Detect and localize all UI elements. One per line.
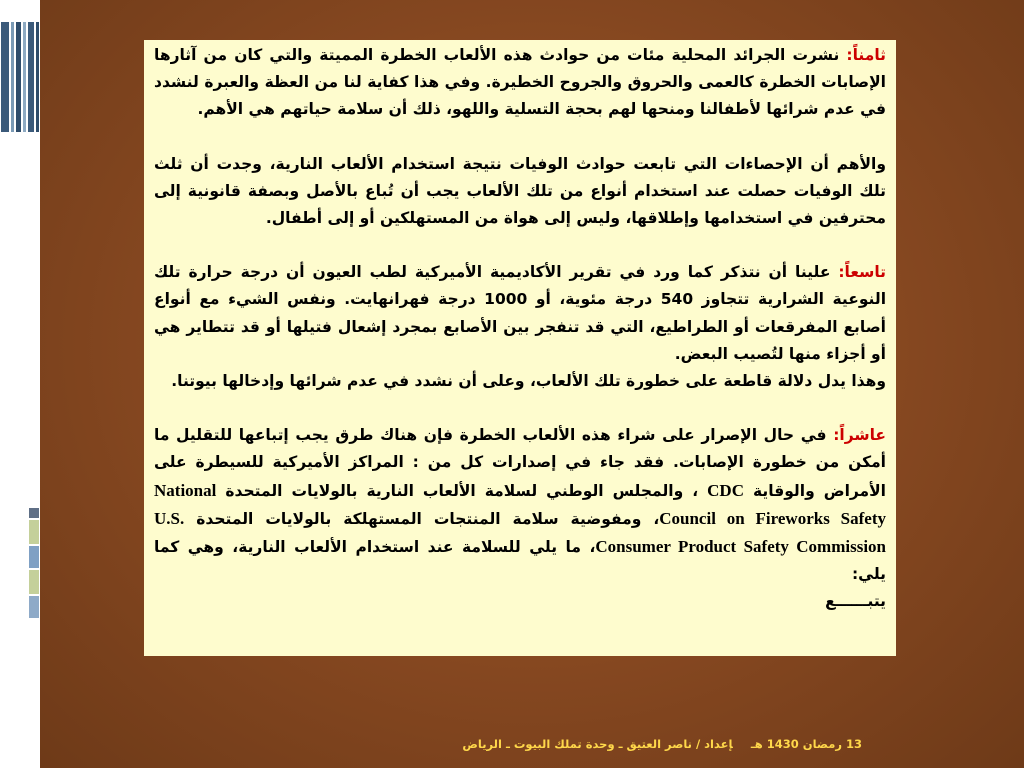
continued-label: يتبــــــع [825, 592, 886, 611]
body-eighth: نشرت الجرائد المحلية مئات من حوادث هذه الألعاب الخطرة المميتة والتي كان من آثارها الإصابات الخطرة كالعمى والحروق والجروح الخطيرة. وفي هذا كفاية لنا من العظة والعبرة لنشدد في عدم شرائها لأطفالنا ومنحها لهم بحجة التسلية واللهو، ذلك أن سلامة حياتهم هي الأهم. [154, 46, 886, 119]
paragraph-statistics [154, 151, 886, 233]
body-tenth-b: ، والمجلس الوطني لسلامة الألعاب النارية بالولايات المتحدة [216, 481, 708, 500]
body-tenth-c: ، ومفوضية سلامة المنتجات المستهلكة بالولايات المتحدة [184, 509, 660, 528]
paragraph-eighth [154, 42, 886, 124]
body-tenth-d: ، ما يلي للسلامة عند استخدام الألعاب النارية، وهي كما يلي: [154, 538, 886, 584]
heading-eighth: ثامناً: [846, 46, 886, 64]
cdc-acronym: CDC [707, 480, 744, 500]
heading-tenth: عاشراً: [833, 426, 886, 445]
footer-date: 13 رمضان 1430 هـ [750, 737, 862, 751]
slide-footer [300, 737, 862, 751]
slide-text-box [144, 40, 896, 656]
left-side-panel [0, 0, 40, 768]
decorative-thumbnail-strip [1, 22, 39, 132]
body-tenth-a: في حال الإصرار على شراء هذه الألعاب الخطرة فإن هناك طرق يجب إتباعها للتقليل ما أمكن من خطورة الإصابات. فقد جاء في إصدارات كل من : المراكز الأميركية للسيطرة على الأمراض والوقاية [154, 426, 886, 500]
heading-ninth: تاسعاً: [838, 263, 886, 282]
national-council-name: National Council on Fireworks Safety [154, 480, 886, 528]
footer-author: إعداد / ناصر العتيق ـ وحدة تملك البيوت ـ الرياض [462, 737, 733, 751]
body-statistics: والأهم أن الإحصاءات التي تابعت حوادث الوفيات نتيجة استخدام الألعاب النارية، وجدت أن ثلث تلك الوفيات حصلت عند استخدام أنواع من تلك الألعاب يجب أن تُباع بالأصل وبصفة قانونية إلى محترفين في استخدامها وإطلاقها، وليس إلى هواة من المستهلكين أو إلى أطفال. [154, 154, 886, 228]
paragraph-tenth [154, 422, 886, 588]
cpsc-name: U.S. Consumer Product Safety Commission [154, 508, 886, 557]
body-ninth: علينا أن نتذكر كما ورد في تقرير الأكاديمية الأميركية لطب العيون أن درجة حرارة تلك النوعية الشرارية تتجاوز 540 درجة مئوية، أو 1000 درجة فهرانهايت. ونفس الشيء مع أنواع أصابع المفرقعات أو الطراطيع، التي قد تنفجر بين الأصابع بمجرد إشعال فتيلها أو قد تتطاير هي أو أجزاء منها لتُصيب البعض. [154, 263, 887, 363]
body-conclusion: وهذا يدل دلالة قاطعة على خطورة تلك الألعاب، وعلى أن نشدد في عدم شرائها وإدخالها بيوتنا. [171, 372, 886, 391]
decorative-color-blocks [28, 508, 40, 626]
paragraph-ninth [154, 259, 886, 368]
paragraph-conclusion [154, 368, 886, 395]
